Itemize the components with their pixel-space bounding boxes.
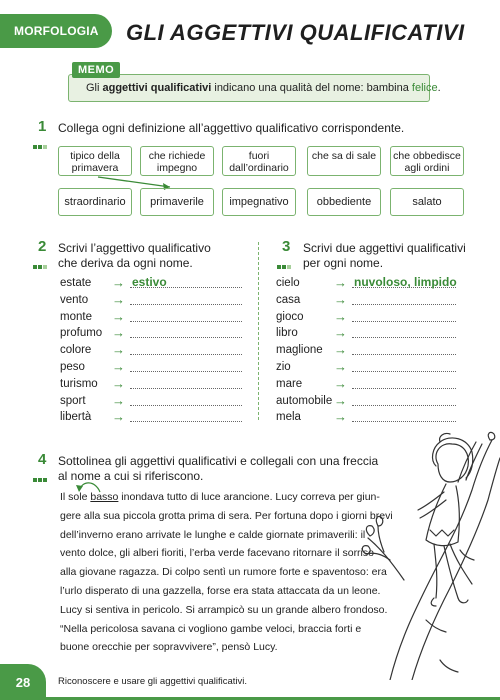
page-title: GLI AGGETTIVI QUALIFICATIVI	[126, 20, 465, 45]
arrow-right-icon: →	[112, 308, 125, 324]
row-noun: vento	[60, 293, 89, 306]
row-noun: zio	[276, 361, 291, 373]
instruction-line: al nome a cui si riferiscono.	[58, 469, 204, 483]
row-noun: turismo	[60, 377, 98, 390]
definition-box[interactable]: fuori dall’ordinario	[222, 146, 296, 176]
instruction-line: per ogni nome.	[303, 256, 384, 270]
definition-box[interactable]: tipico della primavera	[58, 146, 132, 176]
exercise-1-number: 1	[38, 118, 47, 135]
adjective-box[interactable]: obbediente	[307, 188, 381, 216]
story-line: “Nella pericolosa savana ci vogliono gambe veloci, braccia forti e	[60, 622, 362, 635]
underlined-adjective[interactable]: basso	[90, 491, 119, 503]
arrow-right-icon: →	[112, 359, 125, 374]
definition-box[interactable]: che richiede impegno	[140, 146, 214, 176]
footer-text: Riconoscere e usare gli aggettivi qualificativi.	[58, 676, 248, 687]
row-noun: casa	[276, 293, 301, 306]
arrow-right-icon: →	[334, 359, 347, 374]
arrow-right-icon: →	[112, 409, 125, 425]
row-noun: estate	[60, 277, 92, 289]
arrow-right-icon: →	[112, 325, 125, 341]
row-noun: gioco	[276, 310, 304, 323]
arrow-right-icon: →	[112, 275, 125, 290]
row-noun: maglione	[276, 344, 323, 357]
row-noun: sport	[60, 394, 86, 407]
arrow-right-icon: →	[334, 308, 347, 324]
row-noun: colore	[60, 344, 92, 357]
story-line: vento dolce, gli alberi fioriti, l’erba verde facevano ritornare il sorriso	[60, 547, 374, 560]
story-text-part: Il sole	[60, 491, 91, 503]
row-noun: mare	[276, 377, 303, 390]
instruction-line: che deriva da ogni nome.	[58, 256, 193, 270]
answer-text[interactable]: estivo	[132, 275, 167, 289]
story-line: gere alla sua piccola grotta prima di sera. Per fortuna dopo i giorni brevi	[60, 509, 393, 522]
story-line: buone orecchie per sopravvivere”, pensò Lucy.	[60, 641, 278, 654]
exercise-1-instruction: Collega ogni definizione all’aggettivo qualificativo corrispondente.	[58, 121, 405, 135]
memo-text-mid: indicano una qualità del nome: bambina	[211, 82, 412, 94]
memo-example: felice	[411, 82, 438, 94]
page-number: 28	[0, 664, 46, 700]
story-text	[60, 488, 393, 657]
row-noun: profumo	[60, 327, 103, 340]
arrow-right-icon: →	[334, 392, 347, 408]
arrow-right-icon: →	[112, 392, 125, 408]
adjective-box[interactable]: straordinario	[58, 188, 132, 216]
adjective-box[interactable]: salato	[390, 188, 464, 216]
story-line: dell’inverno erano arrivate le lunghe e calde giornate primaverili: il	[60, 528, 366, 541]
story-line: l’urlo disperato di una gazzella, forse era stata attaccata da un leone.	[60, 584, 381, 597]
story-line: Lucy si sentiva in pericolo. Si arrampicò su un grande albero frondoso.	[60, 603, 388, 616]
story-line: alla giovane ragazza. Di colpo sentì un rumore forte e spaventoso: era	[60, 566, 387, 579]
arrow-right-icon: →	[112, 375, 125, 391]
row-noun: libro	[276, 327, 298, 340]
row-noun: mela	[276, 411, 301, 424]
arrow-right-icon: →	[334, 291, 347, 307]
arrow-right-icon: →	[334, 275, 347, 290]
row-noun: monte	[60, 310, 92, 323]
adjective-box[interactable]: primaverile	[140, 188, 214, 216]
story-line	[60, 488, 380, 507]
arrow-right-icon: →	[334, 409, 347, 425]
memo-text-suffix: .	[437, 82, 441, 94]
arrow-right-icon: →	[112, 342, 125, 358]
row-noun: libertà	[60, 411, 92, 424]
memo-label: MEMO	[72, 62, 120, 78]
arrow-right-icon: →	[334, 375, 347, 391]
row-noun: automobile	[276, 394, 333, 407]
instruction-line: Scrivi due aggettivi qualificativi	[303, 241, 466, 255]
story-text-part: inondava tutto di luce arancione. Lucy correva per giun-	[118, 491, 380, 503]
answer-text[interactable]: nuvoloso, limpido	[354, 275, 457, 289]
exercise-3-number: 3	[282, 238, 291, 255]
row-noun: peso	[60, 361, 85, 373]
instruction-line: Scrivi l’aggettivo qualificativo	[58, 241, 211, 255]
definition-box[interactable]: che obbedisce agli ordini	[390, 146, 464, 176]
girl-climbing-tree-illustration	[360, 430, 500, 680]
exercise-4-number: 4	[38, 451, 47, 468]
definition-box[interactable]: che sa di sale	[307, 146, 381, 176]
memo-text-bold: aggettivi qualificativi	[102, 82, 212, 94]
instruction-line: Sottolinea gli aggettivi qualificativi e collegali con una freccia	[58, 454, 379, 468]
arrow-right-icon: →	[334, 325, 347, 341]
adjective-box[interactable]: impegnativo	[222, 188, 296, 216]
exercise-2-number: 2	[38, 238, 47, 255]
row-noun: cielo	[276, 277, 300, 289]
section-label: MORFOLOGIA	[14, 24, 99, 38]
arrow-right-icon: →	[112, 291, 125, 307]
memo-text-prefix: Gli	[86, 82, 103, 94]
arrow-right-icon: →	[334, 342, 347, 358]
